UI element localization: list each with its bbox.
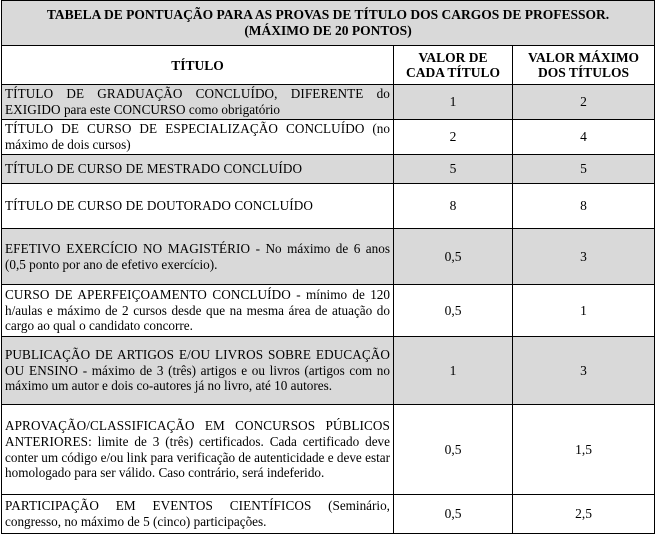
row-value: 5	[394, 155, 513, 184]
row-caps: EFETIVO EXERCÍCIO NO MAGISTÉRIO	[5, 240, 251, 256]
table-row	[2, 337, 655, 405]
row-max: 8	[513, 184, 655, 229]
row-description	[2, 285, 394, 337]
row-rest: - mínimo de 120 h/aulas e máximo de 2 cursos desde que na mesma área de atuação do cargo ao qual o candidato concorre.	[5, 287, 390, 334]
table-title-line2: (MÁXIMO DE 20 PONTOS)	[244, 23, 412, 38]
row-rest: (Seminário, congresso, no máximo de 5 (cinco) participações.	[5, 498, 390, 529]
row-description	[2, 155, 394, 184]
row-value: 2	[394, 120, 513, 155]
table-title-line1: TABELA DE PONTUAÇÃO PARA AS PROVAS DE TÍTULO DOS CARGOS DE PROFESSOR.	[46, 7, 610, 22]
table-row	[2, 495, 655, 534]
row-description	[2, 120, 394, 155]
header-valor-cada-line1: VALOR DE	[418, 50, 488, 65]
row-caps: TÍTULO DE GRADUAÇÃO CONCLUÍDO, DIFERENTE do EXIGIDO	[5, 86, 390, 117]
row-description	[2, 184, 394, 229]
row-value: 0,5	[394, 285, 513, 337]
row-caps: CURSO DE APERFEIÇOAMENTO CONCLUÍDO	[5, 287, 291, 303]
row-description	[2, 405, 394, 495]
row-rest: - máximo de 3 (três) artigos e ou livros (artigos com no máximo um autor e dois co-autores já no livro, até 10 autores.	[5, 362, 390, 394]
header-row	[2, 46, 655, 85]
row-max: 2,5	[513, 495, 655, 534]
row-description	[2, 85, 394, 120]
row-caps: APROVAÇÃO/CLASSIFICAÇÃO EM CONCURSOS PÚBLICOS ANTERIORES	[5, 418, 390, 449]
table-row	[2, 155, 655, 184]
row-caps: TÍTULO DE CURSO DE DOUTORADO CONCLUÍDO	[5, 198, 313, 214]
row-max: 2	[513, 85, 655, 120]
row-caps: PARTICIPAÇÃO EM EVENTOS CIENTÍFICOS	[5, 498, 312, 514]
row-caps: PUBLICAÇÃO DE ARTIGOS E/OU LIVROS SOBRE EDUCAÇÃO OU ENSINO	[5, 347, 390, 378]
row-caps: TÍTULO DE CURSO DE MESTRADO CONCLUÍDO	[5, 161, 303, 177]
row-value: 1	[394, 85, 513, 120]
row-description	[2, 229, 394, 285]
table-title	[2, 1, 655, 46]
table-row	[2, 184, 655, 229]
row-caps: TÍTULO DE CURSO DE ESPECIALIZAÇÃO CONCLUÍDO	[5, 121, 365, 137]
row-value: 0,5	[394, 405, 513, 495]
scoring-table	[1, 0, 655, 534]
row-description	[2, 495, 394, 534]
row-max: 1	[513, 285, 655, 337]
header-valor-maximo	[513, 46, 655, 85]
row-rest: (no máximo de dois cursos)	[5, 121, 390, 152]
header-valor-cada-line2: CADA TÍTULO	[406, 65, 500, 80]
row-max: 1,5	[513, 405, 655, 495]
table-row	[2, 85, 655, 120]
table-row	[2, 120, 655, 155]
table-row	[2, 285, 655, 337]
row-rest: para este CONCURSO como obrigatório	[60, 102, 281, 117]
header-valor-cada	[394, 46, 513, 85]
row-max: 4	[513, 120, 655, 155]
row-value: 0,5	[394, 495, 513, 534]
row-value: 0,5	[394, 229, 513, 285]
row-rest: : limite de 3 (três) certificados. Cada certificado deve conter um código e/ou link para verificação de autenticidade e deve estar homologado para ser válido. Caso contrário, será indeferido.	[5, 433, 390, 481]
header-valor-maximo-line1: VALOR MÁXIMO	[527, 50, 640, 65]
row-rest: - No máximo de 6 anos (0,5 ponto por ano de efetivo exercício).	[5, 240, 390, 272]
row-value: 8	[394, 184, 513, 229]
row-value: 1	[394, 337, 513, 405]
row-max: 5	[513, 155, 655, 184]
header-titulo: TÍTULO	[2, 46, 394, 85]
row-max: 3	[513, 229, 655, 285]
table-row	[2, 229, 655, 285]
header-valor-maximo-line2: DOS TÍTULOS	[538, 65, 629, 80]
row-description	[2, 337, 394, 405]
row-max: 3	[513, 337, 655, 405]
table-row	[2, 405, 655, 495]
